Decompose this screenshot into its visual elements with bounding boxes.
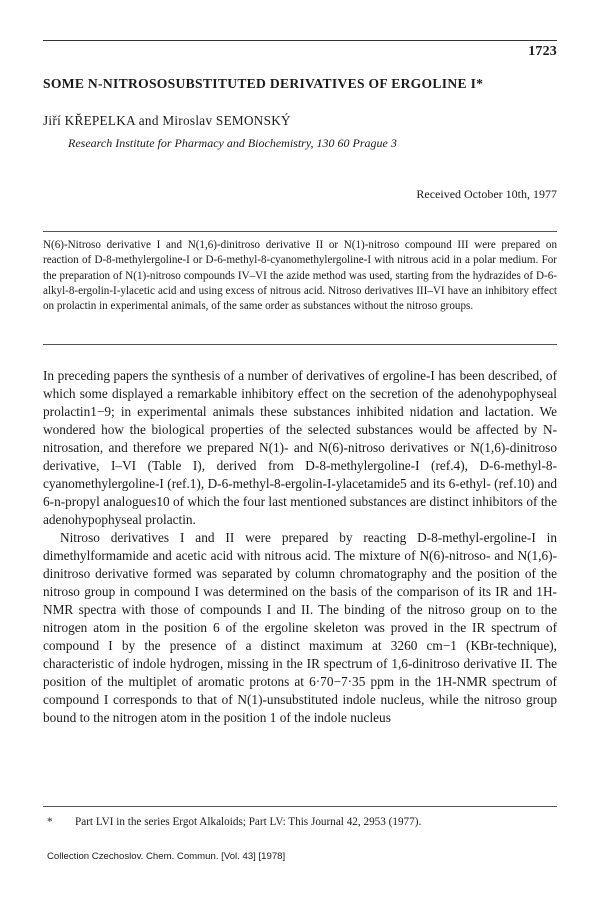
footnote-marker: * [47, 816, 53, 828]
author-affiliation: Research Institute for Pharmacy and Biochemistry, 130 60 Prague 3 [68, 136, 397, 150]
header-rule [43, 40, 557, 41]
footnote-rule [43, 806, 557, 807]
abstract-text: N(6)-Nitroso derivative I and N(1,6)-dinitroso derivative II or N(1)-nitroso compound III were prepared on reaction of D-8-methylergoline-I or D-6-methyl-8-cyanomethylergoline-I with nitrous acid in a polar medium. For the preparation of N(1)-nitroso compounds IV–VI the azide method was used, starting from the hydrazides of D-6-alkyl-8-ergolin-I-ylacetic acid and using excess of nitrous acid. Nitroso derivatives III–VI have an inhibitory effect on prolactin in experimental animals, of the same order as substances without the nitroso groups. [43, 239, 557, 313]
abstract-top-rule [43, 231, 557, 232]
footnote [47, 816, 557, 828]
body-paragraph-1: In preceding papers the synthesis of a number of derivatives of ergoline-I has been described, of which some displayed a remarkable inhibitory effect on the secretion of the adenohypophyseal prolactin1−9; in experimental animals these substances inhibited nidation and lactation. We wondered how the biological properties of the selected substances would be affected by N-nitrosation, and therefore we prepared N(1)- and N(6)-nitroso derivatives or N(1,6)-dinitroso derivative, I–VI (Table I), derived from D-8-methylergoline-I (ref.4), D-6-methyl-8-cyanomethylergoline-I (ref.1), D-6-methyl-8-ergolin-I-ylacetamide5 and its 6-ethyl- (ref.10) and 6-n-propyl analogues10 of which the four last mentioned substances are distinct inhibitors of the adenohypophyseal prolactin. [43, 368, 557, 527]
footnote-text: Part LVI in the series Ergot Alkaloids; Part LV: This Journal 42, 2953 (1977). [75, 816, 422, 828]
journal-citation: Collection Czechoslov. Chem. Commun. [Vol. 43] [1978] [47, 851, 286, 862]
received-date: Received October 10th, 1977 [416, 187, 557, 201]
abstract-bottom-rule [43, 344, 557, 345]
article-body [43, 367, 557, 727]
abstract [43, 238, 557, 314]
page-number: 1723 [528, 44, 557, 59]
article-title: SOME N-NITROSOSUBSTITUTED DERIVATIVES OF ERGOLINE I* [43, 76, 484, 91]
article-authors: Jiří KŘEPELKA and Miroslav SEMONSKÝ [43, 113, 291, 128]
body-paragraph-2: Nitroso derivatives I and II were prepared by reacting D-8-methyl-ergoline-I in dimethylformamide and acetic acid with nitrous acid. The mixture of N(6)-nitroso- and N(1,6)-dinitroso derivative formed was separated by column chromatography and the position of the nitroso group in compound I was determined on the basis of the comparison of its IR and 1H-NMR spectra with those of compounds I and II. The binding of the nitroso group on to the nitrogen atom in the position 6 of the ergoline skeleton was proved in the IR spectrum of compound I by the presence of a distinct maximum at 3260 cm−1 (KBr-technique), characteristic of indole hydrogen, missing in the IR spectrum of 1,6-dinitroso derivative II. The position of the multiplet of aromatic protons at 6·70−7·35 ppm in the 1H-NMR spectrum of compound I corresponds to that of N(1)-unsubstituted indole nucleus, while the nitroso group bound to the nitrogen atom in the position 1 of the indole nucleus [43, 530, 557, 725]
